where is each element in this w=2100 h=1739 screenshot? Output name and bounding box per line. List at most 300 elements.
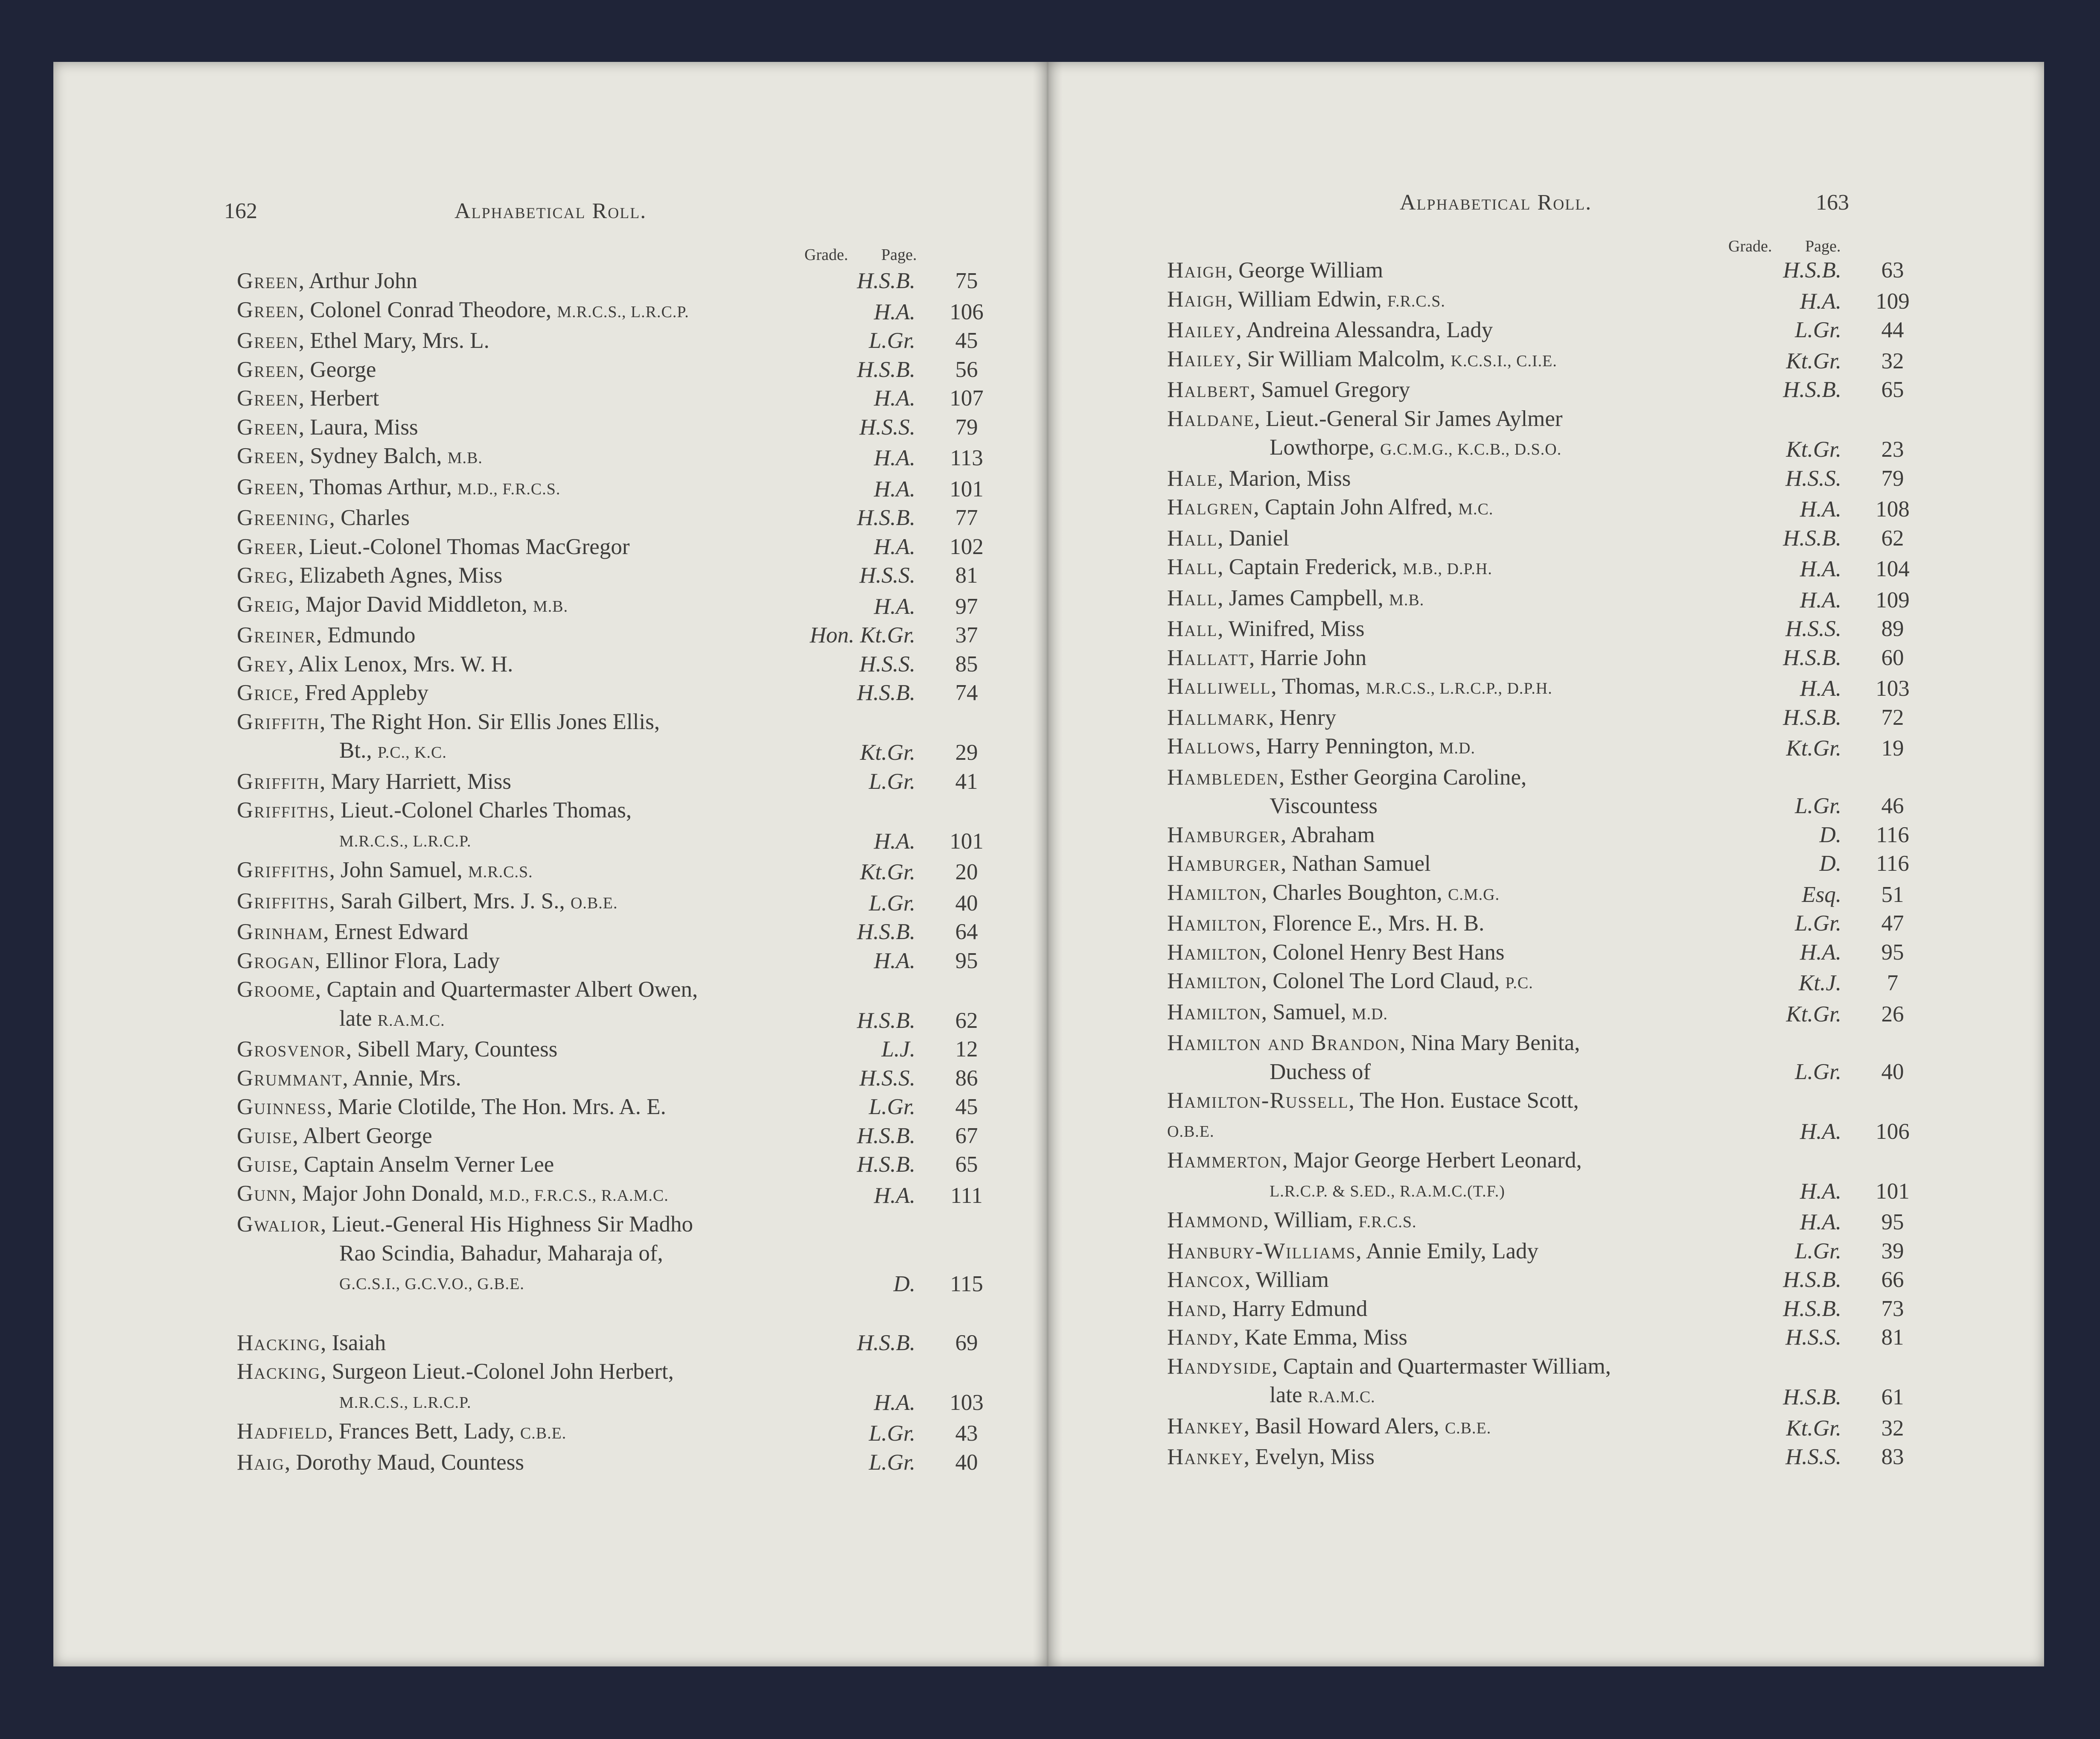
entry-grade: H.S.B.	[1783, 1267, 1841, 1292]
entry-given-names: , George	[298, 357, 376, 382]
entry-surname: Hankey	[1167, 1444, 1244, 1469]
entry-grade: H.S.S.	[859, 651, 915, 677]
entry-surname: Hamilton	[1167, 880, 1261, 905]
entry-page-ref: 40	[955, 890, 978, 916]
entry-given-names: , Daniel	[1217, 525, 1289, 551]
entry-given-names: Duchess of	[1270, 1059, 1371, 1084]
roll-entry	[237, 947, 996, 976]
entry-given-names: , William	[1244, 1267, 1329, 1292]
entry-honours: G.C.M.G., K.C.B., D.S.O.	[1380, 441, 1562, 458]
entry-given-names: , Albert George	[292, 1123, 432, 1148]
roll-entry	[1167, 672, 1922, 703]
entry-honours: O.B.E.	[570, 894, 618, 912]
entry-page-ref: 101	[950, 829, 984, 854]
entry-grade: H.S.B.	[857, 680, 915, 705]
entry-page-ref: 72	[1881, 705, 1904, 730]
roll-entry	[1167, 1146, 1922, 1175]
entry-grade: H.A.	[1800, 587, 1841, 613]
entry-grade: D.	[1819, 851, 1841, 876]
entry-page-ref: 43	[955, 1421, 978, 1446]
roll-entry	[1167, 732, 1922, 763]
entry-page-ref: 26	[1881, 1001, 1904, 1027]
entry-surname: Hand	[1167, 1296, 1221, 1321]
roll-entry	[1167, 967, 1922, 998]
roll-entry	[1167, 376, 1922, 405]
entry-given-names: , Frances Bett, Lady,	[327, 1419, 520, 1444]
entry-given-names: , Major David Middleton,	[294, 592, 533, 617]
entry-name	[237, 708, 996, 737]
entry-surname: Hale	[1167, 466, 1218, 491]
entry-page-ref: 103	[1876, 676, 1910, 701]
entry-surname: Green	[237, 386, 299, 411]
entry-grade: Kt.Gr.	[1786, 348, 1841, 373]
entry-page-ref: 12	[955, 1037, 978, 1062]
entry-surname: Haigh	[1167, 286, 1227, 312]
entry-name	[237, 975, 996, 1004]
roll-entry	[237, 918, 996, 947]
entry-surname: Handy	[1167, 1325, 1234, 1350]
entry-surname: Green	[237, 444, 299, 468]
entry-surname: Hamilton	[1167, 911, 1261, 936]
entry-page-ref: 73	[1881, 1296, 1904, 1321]
entry-given-names: , Lieut.-Colonel Thomas MacGregor	[297, 534, 630, 559]
entry-honours: M.R.C.S., L.R.C.P.	[339, 1393, 472, 1412]
entry-page-ref: 109	[1876, 587, 1910, 613]
entry-page-ref: 101	[950, 476, 984, 502]
entry-grade: H.A.	[874, 948, 915, 973]
entry-page-ref: 41	[955, 769, 978, 794]
entry-honours: M.R.C.S.	[468, 863, 533, 881]
roll-entry	[1167, 703, 1922, 732]
entry-page-ref: 67	[955, 1123, 978, 1148]
entry-surname: Groome	[237, 977, 315, 1002]
entry-given-names: , Harry Edmund	[1221, 1296, 1368, 1321]
roll-entry	[1167, 1323, 1922, 1352]
entry-grade: H.S.S.	[1785, 1325, 1841, 1350]
entry-page-ref: 47	[1881, 911, 1904, 936]
entry-honours: O.B.E.	[1167, 1122, 1215, 1141]
roll-entry	[1167, 1352, 1922, 1381]
entry-page-ref: 109	[1876, 289, 1910, 314]
entry-given-names: , Surgeon Lieut.-Colonel John Herbert,	[320, 1359, 674, 1384]
entry-grade: H.A.	[1800, 289, 1841, 314]
entry-list	[237, 267, 996, 1477]
entry-grade: H.S.B.	[857, 1123, 915, 1148]
entry-grade: Kt.Gr.	[1786, 1415, 1841, 1441]
roll-entry	[1167, 1443, 1922, 1472]
entry-grade: H.A.	[1800, 557, 1841, 581]
roll-entry	[1167, 405, 1922, 434]
entry-surname: Grummant	[237, 1065, 343, 1091]
entry-given-names: , Samuel Gregory	[1250, 377, 1410, 402]
roll-entry	[237, 442, 996, 473]
entry-surname: Hallmark	[1167, 705, 1269, 730]
entry-given-names: , Thomas,	[1271, 674, 1366, 699]
roll-entry	[1167, 285, 1922, 316]
entry-honours: L.R.C.P. & S.ED., R.A.M.C.(T.F.)	[1270, 1182, 1505, 1200]
entry-page-ref: 106	[950, 299, 984, 324]
entry-given-names: , Ethel Mary, Mrs. L.	[298, 328, 489, 353]
entry-surname: Green	[237, 268, 299, 293]
entry-name	[237, 1357, 996, 1386]
entry-surname: Hambleden	[1167, 764, 1279, 790]
entry-surname: Haig	[237, 1450, 285, 1475]
roll-entry	[237, 1329, 996, 1358]
entry-page-ref: 102	[950, 534, 984, 559]
entry-given-names: , Harrie John	[1249, 645, 1367, 670]
book-gutter	[1033, 62, 1063, 1666]
entry-surname: Gunn	[237, 1181, 291, 1206]
entry-given-names: , Abraham	[1280, 822, 1375, 847]
entry-surname: Greig	[237, 592, 294, 617]
entry-page-ref: 89	[1881, 616, 1904, 641]
roll-entry	[1167, 938, 1922, 967]
entry-page-ref: 116	[1876, 822, 1909, 847]
entry-given-names: , Ellinor Flora, Lady	[314, 948, 500, 973]
entry-name	[1167, 1146, 1922, 1175]
roll-entry	[237, 561, 996, 590]
entry-surname: Haldane	[1167, 406, 1255, 431]
entry-given-names: Lowthorpe,	[1270, 435, 1381, 460]
entry-page-ref: 62	[955, 1008, 978, 1033]
page-number: 163	[1816, 190, 1849, 215]
entry-grade: H.S.B.	[857, 357, 915, 382]
entry-surname: Hamilton	[1167, 940, 1261, 965]
entry-honours: M.C.	[1458, 500, 1494, 518]
entry-grade: H.S.B.	[1783, 258, 1841, 283]
roll-entry	[1167, 878, 1922, 910]
entry-grade: H.S.B.	[1783, 1296, 1841, 1321]
entry-surname: Hanbury-Williams	[1167, 1238, 1356, 1263]
entry-surname: Hamburger	[1167, 822, 1281, 847]
entry-surname: Greening	[237, 505, 329, 530]
entry-page-ref: 45	[955, 328, 978, 353]
column-header-page: Page.	[881, 246, 917, 264]
entry-honours: C.M.G.	[1448, 885, 1500, 904]
roll-entry	[1167, 909, 1922, 938]
running-header: Alphabetical Roll.	[1400, 190, 1592, 215]
entry-given-names: , Evelyn, Miss	[1244, 1444, 1375, 1469]
entry-page-ref: 97	[955, 594, 978, 619]
entry-grade: L.Gr.	[868, 328, 915, 353]
entry-honours: M.D., F.R.C.S.	[457, 480, 561, 498]
entry-given-names: , Annie Emily, Lady	[1356, 1238, 1539, 1263]
entry-page-ref: 108	[1876, 497, 1910, 522]
entry-grade: Kt.Gr.	[1786, 1001, 1841, 1027]
entry-grade: H.A.	[874, 829, 915, 854]
roll-entry	[237, 1357, 996, 1386]
entry-surname: Hamilton and Brandon	[1167, 1030, 1400, 1055]
roll-entry	[1167, 998, 1922, 1029]
entry-surname: Halgren	[1167, 495, 1254, 519]
entry-given-names: , Lieut.-General His Highness Sir Madho	[320, 1212, 693, 1237]
roll-entry	[1167, 1029, 1922, 1058]
roll-entry	[237, 1122, 996, 1151]
entry-grade: Kt.Gr.	[860, 740, 915, 765]
entry-grade: H.S.S.	[859, 563, 915, 588]
entry-grade: H.A.	[1800, 940, 1841, 965]
entry-grade: H.A.	[874, 534, 915, 559]
entry-surname: Green	[237, 357, 299, 382]
entry-given-names: , Sarah Gilbert, Mrs. J. S.,	[329, 888, 571, 913]
entry-surname: Greiner	[237, 623, 316, 648]
entry-given-names: , Mary Harriett, Miss	[320, 769, 512, 794]
entry-grade: H.A.	[874, 299, 915, 324]
entry-grade: H.S.B.	[857, 1152, 915, 1177]
entry-grade: H.S.B.	[857, 268, 915, 293]
entry-page-ref: 65	[1881, 377, 1904, 402]
entry-given-names: , Annie, Mrs.	[342, 1065, 461, 1091]
entry-surname: Greer	[237, 534, 298, 559]
entry-page-ref: 95	[1881, 940, 1904, 965]
entry-honours: M.D.	[1351, 1005, 1388, 1023]
entry-honours: M.B., D.P.H.	[1403, 560, 1492, 578]
entry-grade: L.Gr.	[1794, 318, 1841, 342]
entry-honours: C.B.E.	[520, 1424, 567, 1442]
entry-given-names: , John Samuel,	[329, 858, 469, 882]
roll-entry	[1167, 1115, 1922, 1147]
entry-surname: Hankey	[1167, 1413, 1244, 1438]
entry-given-names: , Winifred, Miss	[1217, 616, 1365, 641]
entry-honours: F.R.C.S.	[1358, 1213, 1417, 1231]
roll-entry	[237, 679, 996, 708]
roll-entry	[1167, 821, 1922, 850]
entry-page-ref: 81	[955, 563, 978, 588]
entry-grade: L.Gr.	[868, 1094, 915, 1119]
entry-given-names: , Dorothy Maud, Countess	[285, 1450, 524, 1475]
entry-surname: Guise	[237, 1123, 293, 1148]
roll-entry	[237, 327, 996, 356]
entry-page-ref: 106	[1876, 1119, 1910, 1144]
roll-entry	[237, 1386, 996, 1418]
entry-page-ref: 101	[1876, 1179, 1910, 1204]
entry-page-ref: 95	[1881, 1210, 1904, 1234]
entry-name	[1167, 849, 1922, 878]
entry-honours: P.C.	[1505, 974, 1533, 992]
entry-page-ref: 7	[1887, 971, 1899, 995]
entry-grade: H.S.B.	[1783, 1385, 1841, 1409]
entry-grade: Kt.Gr.	[1786, 736, 1841, 761]
entry-grade: L.Gr.	[868, 1450, 915, 1475]
entry-grade: H.S.B.	[1783, 705, 1841, 730]
entry-grade: L.Gr.	[1794, 911, 1841, 936]
entry-grade: H.S.S.	[1785, 616, 1841, 641]
entry-surname: Halbert	[1167, 377, 1250, 402]
entry-page-ref: 19	[1881, 736, 1904, 761]
entry-surname: Hancox	[1167, 1267, 1245, 1292]
entry-honours: M.D.	[1439, 739, 1475, 757]
entry-given-names: , Sir William Malcolm,	[1236, 346, 1451, 371]
entry-name	[237, 1210, 996, 1239]
roll-entry	[237, 590, 996, 621]
entry-grade: Esq.	[1802, 882, 1841, 907]
entry-given-names: , Charles	[329, 505, 410, 530]
entry-given-names: , Captain Frederick,	[1217, 554, 1403, 579]
roll-entry	[1167, 1295, 1922, 1324]
entry-surname: Hall	[1167, 616, 1218, 641]
entry-page-ref: 111	[950, 1183, 983, 1208]
entry-surname: Hamilton-Russell	[1167, 1088, 1349, 1113]
entry-given-names: , Marie Clotilde, The Hon. Mrs. A. E.	[326, 1094, 666, 1119]
entry-given-names: , Samuel,	[1261, 999, 1352, 1024]
entry-page-ref: 56	[955, 357, 978, 382]
column-header-grade: Grade.	[804, 246, 848, 264]
entry-honours: G.C.S.I., G.C.V.O., G.B.E.	[339, 1275, 524, 1293]
entry-grade: Kt.J.	[1798, 971, 1841, 995]
entry-grade: H.S.B.	[857, 1008, 915, 1033]
roll-entry	[237, 825, 996, 856]
entry-page-ref: 60	[1881, 645, 1904, 670]
entry-given-names: , William Edwin,	[1227, 286, 1387, 312]
entry-given-names: , Edmundo	[316, 623, 416, 648]
entry-page-ref: 74	[955, 680, 978, 705]
entry-grade: H.S.S.	[859, 414, 915, 440]
entry-name	[1167, 1086, 1922, 1115]
roll-entry	[1167, 433, 1922, 464]
roll-entry	[1167, 316, 1922, 345]
entry-page-ref: 115	[950, 1272, 983, 1296]
entry-given-names: , Colonel Henry Best Hans	[1261, 940, 1505, 965]
entry-grade: H.S.B.	[857, 919, 915, 944]
entry-page-ref: 44	[1881, 318, 1904, 342]
roll-entry	[1167, 1058, 1922, 1087]
entry-grade: Kt.Gr.	[1786, 437, 1841, 462]
entry-given-names: , Captain John Alfred,	[1253, 495, 1459, 519]
entry-page-ref: 20	[955, 860, 978, 884]
roll-entry	[237, 267, 996, 296]
entry-surname: Handyside	[1167, 1354, 1272, 1379]
entry-given-names: late	[339, 1006, 378, 1031]
entry-given-names: , Fred Appleby	[293, 680, 429, 705]
entry-given-names: Rao Scindia, Bahadur, Maharaja of,	[339, 1240, 663, 1266]
right-page	[1048, 62, 2044, 1666]
entry-given-names: , Arthur John	[298, 268, 418, 293]
entry-page-ref: 37	[955, 623, 978, 648]
entry-surname: Guinness	[237, 1094, 327, 1119]
entry-grade: L.Gr.	[868, 769, 915, 794]
entry-surname: Gwalior	[237, 1212, 321, 1237]
entry-name	[237, 796, 996, 825]
entry-surname: Hamilton	[1167, 969, 1261, 993]
entry-grade: L.Gr.	[1794, 1059, 1841, 1084]
entry-grade: H.S.S.	[1785, 466, 1841, 491]
entry-list	[1167, 256, 1922, 1472]
entry-grade: D.	[1819, 822, 1841, 847]
roll-entry	[1167, 849, 1922, 878]
entry-grade: H.S.S.	[1785, 1444, 1841, 1469]
roll-entry	[1167, 493, 1922, 524]
roll-entry	[237, 621, 996, 650]
roll-entry	[1167, 1381, 1922, 1412]
roll-entry	[1167, 1086, 1922, 1115]
entry-surname: Hammond	[1167, 1208, 1263, 1232]
entry-given-names: , Sibell Mary, Countess	[346, 1037, 558, 1062]
entry-grade: H.S.B.	[1783, 645, 1841, 670]
entry-surname: Haigh	[1167, 258, 1227, 283]
entry-page-ref: 23	[1881, 437, 1904, 462]
entry-given-names: , Herbert	[298, 386, 379, 411]
entry-grade: H.S.B.	[857, 505, 915, 530]
entry-page-ref: 32	[1881, 348, 1904, 373]
entry-surname: Hamburger	[1167, 851, 1281, 876]
entry-honours: R.A.M.C.	[377, 1011, 445, 1030]
roll-entry	[237, 1064, 996, 1093]
entry-given-names: , Nathan Samuel	[1280, 851, 1431, 876]
entry-page-ref: 32	[1881, 1415, 1904, 1441]
entry-given-names: , Nina Mary Benita,	[1400, 1030, 1580, 1055]
entry-page-ref: 79	[1881, 466, 1904, 491]
entry-page-ref: 79	[955, 414, 978, 440]
roll-entry	[237, 1417, 996, 1448]
roll-entry	[237, 1268, 996, 1299]
roll-entry	[1167, 1175, 1922, 1206]
entry-surname: Hallatt	[1167, 645, 1250, 670]
roll-entry	[1167, 345, 1922, 376]
roll-entry	[1167, 1206, 1922, 1237]
entry-honours: M.R.C.S., L.R.C.P.	[557, 303, 689, 321]
entry-given-names: , Lieut.-Colonel Charles Thomas,	[329, 798, 632, 823]
entry-page-ref: 45	[955, 1094, 978, 1119]
entry-surname: Hammerton	[1167, 1148, 1282, 1173]
roll-entry	[237, 384, 996, 413]
entry-given-names: , James Campbell,	[1217, 585, 1389, 610]
entry-given-names: , Florence E., Mrs. H. B.	[1261, 911, 1485, 936]
running-header: Alphabetical Roll.	[454, 199, 647, 223]
entry-name	[1167, 763, 1922, 792]
entry-given-names: , Major George Herbert Leonard,	[1282, 1148, 1582, 1173]
entry-page-ref: 39	[1881, 1238, 1904, 1263]
entry-surname: Green	[237, 474, 299, 499]
entry-given-names: , Captain and Quartermaster William,	[1272, 1354, 1611, 1379]
roll-entry	[1167, 584, 1922, 615]
entry-given-names: , Laura, Miss	[298, 414, 418, 440]
entry-grade: H.A.	[1800, 1179, 1841, 1204]
entry-given-names: Viscountess	[1270, 794, 1378, 818]
entry-surname: Hall	[1167, 585, 1218, 610]
entry-surname: Hacking	[237, 1330, 321, 1355]
left-page	[53, 62, 1048, 1666]
roll-entry	[1167, 792, 1922, 821]
entry-page-ref: 83	[1881, 1444, 1904, 1469]
roll-entry	[1167, 644, 1922, 673]
entry-page-ref: 116	[1876, 851, 1909, 876]
entry-page-ref: 64	[955, 919, 978, 944]
entry-page-ref: 40	[1881, 1059, 1904, 1084]
entry-name	[1167, 405, 1922, 434]
entry-grade: L.Gr.	[1794, 1238, 1841, 1263]
roll-entry	[1167, 1266, 1922, 1295]
entry-grade: H.A.	[1800, 497, 1841, 522]
entry-surname: Hailey	[1167, 318, 1236, 342]
entry-given-names: , Ernest Edward	[323, 919, 469, 944]
entry-grade: L.Gr.	[868, 1421, 915, 1446]
entry-surname: Grinham	[237, 919, 323, 944]
roll-entry	[237, 296, 996, 327]
page-number: 162	[224, 199, 257, 223]
entry-honours: K.C.S.I., C.I.E.	[1450, 352, 1557, 370]
entry-page-ref: 86	[955, 1065, 978, 1091]
entry-surname: Grogan	[237, 948, 315, 973]
entry-page-ref: 40	[955, 1450, 978, 1475]
entry-given-names: , Thomas Arthur,	[298, 474, 458, 499]
entry-surname: Griffiths	[237, 858, 329, 882]
entry-honours: C.B.E.	[1445, 1419, 1491, 1437]
entry-grade: H.A.	[874, 1183, 915, 1208]
entry-name	[1167, 821, 1922, 850]
entry-page-ref: 51	[1881, 882, 1904, 907]
entry-given-names: , William,	[1263, 1208, 1359, 1232]
entry-given-names: , Isaiah	[320, 1330, 386, 1355]
